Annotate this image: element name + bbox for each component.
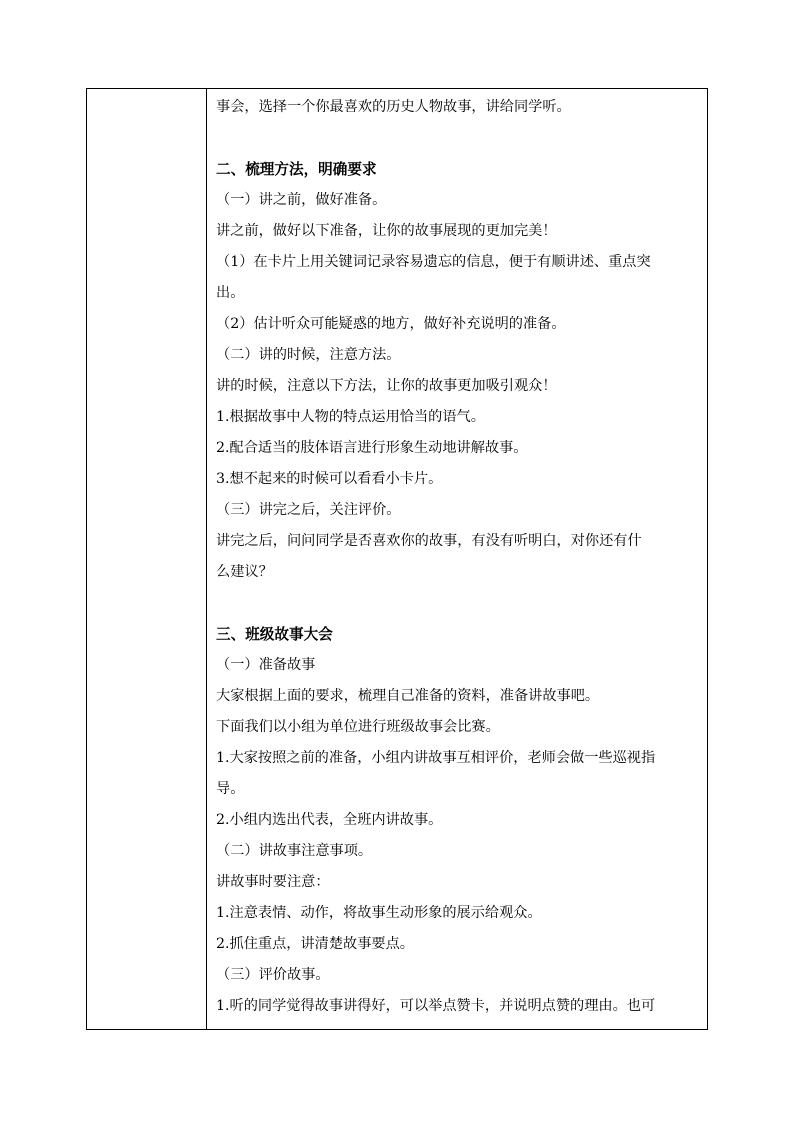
- text-line: （2）估计听众可能疑惑的地方，做好补充说明的准备。: [216, 316, 566, 332]
- text-line: 讲之前，做好以下准备，让你的故事展现的更加完美！: [216, 223, 557, 239]
- text-line: （三）评价故事。: [216, 967, 330, 983]
- text-line: 讲故事时要注意：: [216, 874, 330, 890]
- text-line: 3.想不起来的时候可以看看小卡片。: [216, 471, 443, 487]
- text-line: （三）讲完之后，关注评价。: [216, 502, 401, 518]
- lesson-content-cell: [216, 92, 704, 1022]
- text-line: 2.抓住重点，讲清楚故事要点。: [216, 936, 414, 952]
- text-line: （1）在卡片上用关键词记录容易遗忘的信息，便于有顺讲述、重点突: [216, 254, 651, 270]
- text-line: 2.配合适当的肢体语言进行形象生动地讲解故事。: [216, 440, 528, 456]
- blank-line: [216, 123, 704, 154]
- section-heading: 二、梳理方法，明确要求: [216, 161, 377, 178]
- text-line: 下面我们以小组为单位进行班级故事会比赛。: [216, 719, 500, 735]
- text-line: 1.听的同学觉得故事讲得好，可以举点赞卡，并说明点赞的理由。也可: [216, 998, 656, 1014]
- text-line: （二）讲故事注意事项。: [216, 843, 373, 859]
- text-line: （一）准备故事: [216, 657, 316, 673]
- text-line: 出。: [216, 285, 245, 301]
- text-line: 1.根据故事中人物的特点运用恰当的语气。: [216, 409, 485, 425]
- section-heading: 三、班级故事大会: [216, 626, 333, 643]
- text-line: 讲完之后，问问同学是否喜欢你的故事，有没有听明白，对你还有什: [216, 533, 642, 549]
- text-line: （一）讲之前，做好准备。: [216, 192, 387, 208]
- column-divider: [206, 88, 207, 1030]
- text-line: 么建议？: [216, 564, 273, 580]
- text-line: 2.小组内选出代表，全班内讲故事。: [216, 812, 443, 828]
- text-line: 大家根据上面的要求，梳理自己准备的资料，准备讲故事吧。: [216, 688, 600, 704]
- blank-line: [216, 588, 704, 619]
- text-line: 1.注意表情、动作，将故事生动形象的展示给观众。: [216, 905, 542, 921]
- text-line: （二）讲的时候，注意方法。: [216, 347, 401, 363]
- text-line: 讲的时候，注意以下方法，让你的故事更加吸引观众！: [216, 378, 557, 394]
- text-line: 导。: [216, 781, 245, 797]
- text-line: 1.大家按照之前的准备，小组内讲故事互相评价，老师会做一些巡视指: [216, 750, 656, 766]
- text-line: 事会，选择一个你最喜欢的历史人物故事，讲给同学听。: [216, 99, 571, 115]
